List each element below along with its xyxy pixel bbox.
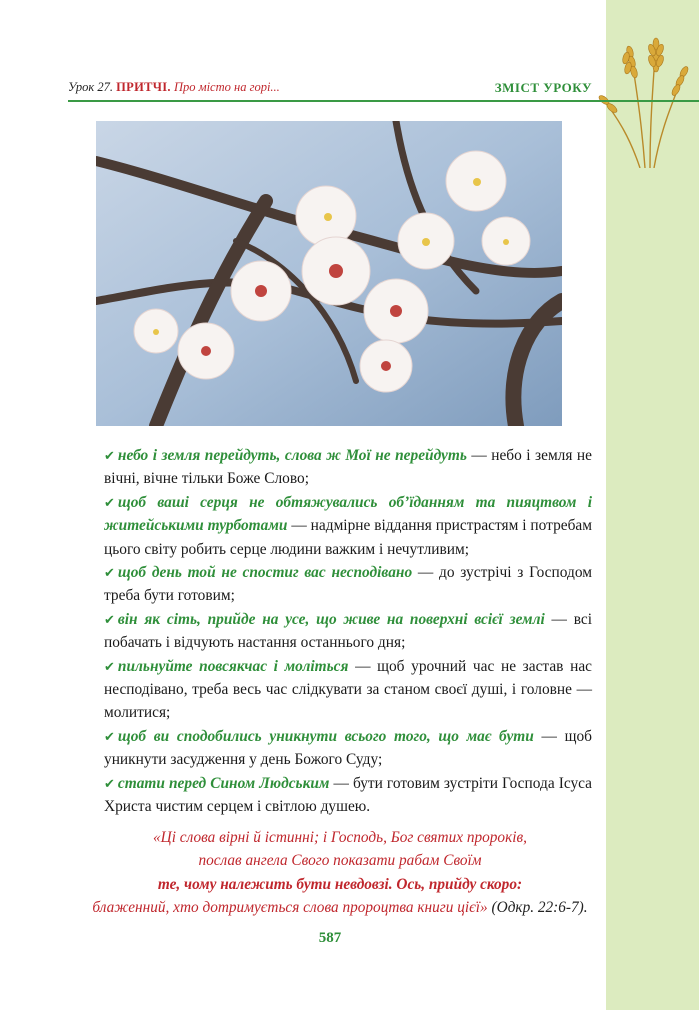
page-number: 587 [318,930,342,946]
list-item: ✔ він як сіть, прийде на усе, що живе на поверхні всієї землі — всі побачать і відчують настання останнього дня; [104,610,592,652]
toc-link[interactable]: ЗМІСТ УРОКУ [494,80,592,95]
header-divider [68,100,699,102]
quote-line: послав ангела Свого показати рабам Своїм [198,852,482,870]
list-item: ✔ щоб день той не спостиг вас несподівано — до зустрічі з Господом треба бути готовим; [104,564,592,605]
quote-line-emphasis: те, чому належить бути невдовзі. Ось, прийду скоро: [157,875,523,893]
check-icon: ✔ [104,775,115,791]
check-icon: ✔ [104,448,115,463]
page-header [68,80,598,100]
list-item: ✔ небо і земля перейдуть, слова ж Мої не перейдуть — небо і земля не вічні, вічне тільки Боже Слово; [104,447,592,488]
quote-line: блаженний, хто дотримується слова пророцтва книги цієї» (Одкр. 22:6-7). [92,899,588,917]
scripture-quote [60,826,620,920]
quote-line: «Ці слова вірні й істинні; і Господь, Бог святих пророків, [153,829,527,846]
lesson-subtitle: Про місто на горі... [173,80,280,94]
wheat-icon [590,28,695,168]
check-icon: ✔ [104,658,115,674]
check-icon: ✔ [104,565,115,581]
lesson-topic: ПРИТЧІ. [116,80,171,94]
explanation-list [104,444,592,819]
check-icon: ✔ [104,728,115,744]
check-icon: ✔ [104,494,115,510]
quote-reference: (Одкр. 22:6-7). [491,899,588,917]
lesson-number: Урок 27. [68,80,114,94]
blossom-photo [96,121,562,426]
list-item: ✔ щоб ваші серця не обтяжувались об’їданням та пияцтвом і житейськими турботами — надмірне віддання пристрастям і потребам цього світу робить серце людини важким і нечутливим; [104,493,592,558]
list-item: ✔ щоб ви сподобились уникнути всього того, що має бути — щоб уникнути засудження у день Божого Суду; [104,727,592,769]
list-item: ✔ стати перед Сином Людським — бути готовим зустріти Господа Ісуса Христа чистим серцем і світлою душею. [104,774,592,816]
check-icon: ✔ [104,611,115,627]
list-item: ✔ пильнуйте повсякчас і моліться — щоб урочний час не застав нас несподівано, треба весь час слідкувати за станом своєї душі, і головне — молитися; [104,657,592,722]
